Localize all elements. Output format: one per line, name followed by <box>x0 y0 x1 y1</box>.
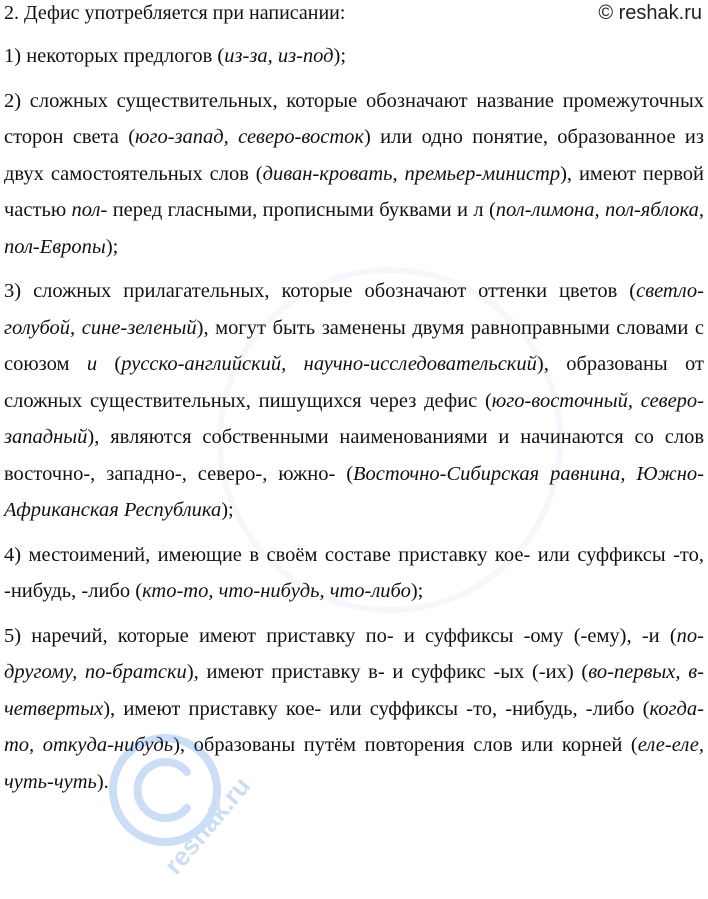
example-text: из-за, из-под <box>224 45 334 67</box>
example-text: светло-голубой, сине-зеленый <box>4 280 704 339</box>
rules-list <box>2 38 706 800</box>
rule-text: 1) некоторых предлогов ( <box>4 45 225 67</box>
rule-text: ), имеют первой частью <box>4 162 704 221</box>
example-text: пол-лимона, пол-яблока, пол-Европы <box>4 199 704 258</box>
example-text: по-другому, по-братски <box>4 624 704 683</box>
section-heading: 2. Дефис употребляется при написании: <box>4 2 346 24</box>
rule-text: ); <box>105 235 119 258</box>
rule-item <box>2 273 706 529</box>
rule-item <box>2 537 706 610</box>
example-text: пол- <box>71 199 108 221</box>
rule-text: ) или одно понятие, образованное из двух самостоятельных слов ( <box>4 126 704 185</box>
source-credit: © reshak.ru <box>598 2 702 24</box>
rule-text: ); <box>221 499 234 521</box>
document-header <box>2 0 706 30</box>
example-text: во-первых, в-четвертых <box>4 661 704 720</box>
rule-text: ), имеют приставку в- и суффикс -ых (-их) ( <box>186 661 589 683</box>
rule-text: ( <box>97 353 122 375</box>
example-text: юго-восточный, северо-западный <box>4 389 704 448</box>
rule-text: ); <box>410 580 424 602</box>
rule-text: ), образованы от сложных существительных, пишущихся через дефис ( <box>4 353 704 412</box>
example-text: еле-еле, чуть-чуть <box>4 734 704 793</box>
example-text: юго-запад, северо-восток <box>135 126 364 148</box>
example-text: Восточно-Сибирская равнина, Южно-Африканская Республика <box>4 462 704 521</box>
rule-text: ), образованы путём повторения слов или корней ( <box>173 734 638 756</box>
rule-text: ), имеют приставку кое- или суффиксы -то, -нибудь, -либо ( <box>103 697 650 720</box>
rule-text: 2) сложных существительных, которые обозначают название промежуточных сторон света ( <box>4 89 704 148</box>
example-text: и <box>86 353 98 375</box>
rule-text: ); <box>333 45 347 67</box>
rule-text: ). <box>96 770 109 793</box>
rule-text: ), могут быть заменены двумя равноправными словами с союзом <box>4 316 704 375</box>
rule-text: ), являются собственными наименованиями и начинаются со слов восточно-, западно-, северо-, южно- ( <box>4 426 704 485</box>
rule-item <box>2 83 706 266</box>
rule-item <box>2 38 706 75</box>
example-text: русско-английский, научно-исследовательский <box>121 353 537 375</box>
rule-text: 5) наречий, которые имеют приставку по- и суффиксы -ому (-ему), -и ( <box>4 624 677 647</box>
rule-text: 3) сложных прилагательных, которые обозначают оттенки цветов ( <box>4 280 637 302</box>
example-text: диван-кровать, премьер-министр <box>262 162 561 185</box>
rule-text: 4) местоимений, имеющие в своём составе приставку кое- или суффиксы -то, -нибудь, -либо ( <box>4 543 704 602</box>
example-text: кто-то, что-нибудь, что-либо <box>142 580 411 602</box>
rule-item <box>2 618 706 801</box>
watermark-text: reshak.ru <box>158 770 257 880</box>
rule-text: перед гласными, прописными буквами и л ( <box>107 199 496 221</box>
example-text: когда-то, откуда-нибудь <box>4 697 704 756</box>
